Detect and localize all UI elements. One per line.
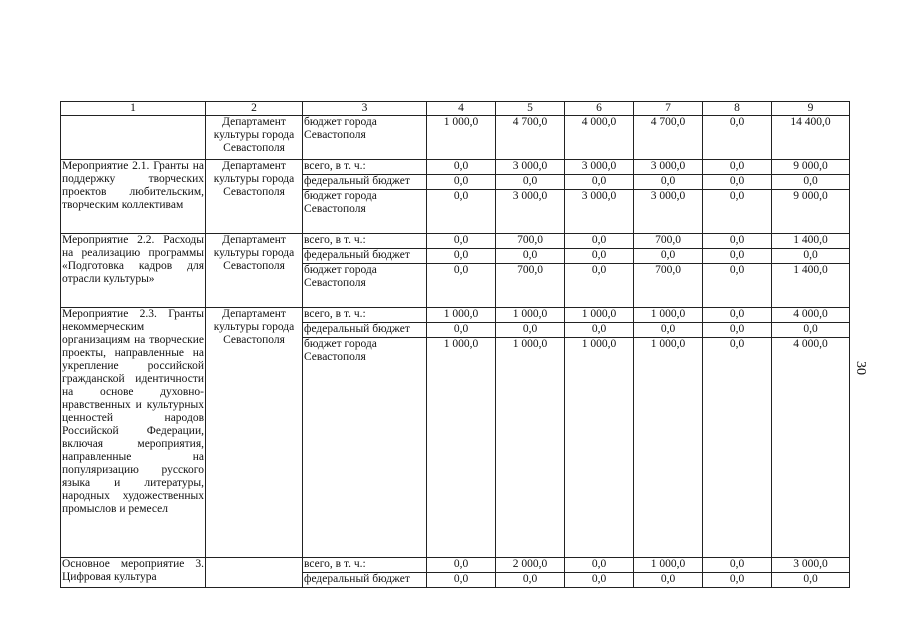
responsible-cell: Департамент культуры города Севастополя: [206, 160, 303, 234]
value-cell: 1 000,0: [634, 338, 703, 558]
column-header: 9: [772, 102, 850, 116]
value-cell: 0,0: [427, 190, 496, 234]
value-cell: 700,0: [496, 264, 565, 308]
value-cell: 4 700,0: [634, 116, 703, 160]
value-cell: 0,0: [565, 573, 634, 588]
value-cell: 700,0: [634, 234, 703, 249]
column-header: 7: [634, 102, 703, 116]
value-cell: 3 000,0: [496, 190, 565, 234]
value-cell: 1 000,0: [427, 338, 496, 558]
value-cell: 4 000,0: [772, 338, 850, 558]
value-cell: 3 000,0: [496, 160, 565, 175]
budget-table: [60, 101, 850, 588]
header-row: [61, 102, 850, 116]
responsible-cell: Департамент культуры города Севастополя: [206, 116, 303, 160]
value-cell: 0,0: [703, 175, 772, 190]
responsible-cell: Департамент культуры города Севастополя: [206, 234, 303, 308]
value-cell: 0,0: [634, 573, 703, 588]
table-row: [61, 308, 850, 323]
value-cell: 3 000,0: [565, 160, 634, 175]
value-cell: 3 000,0: [634, 160, 703, 175]
value-cell: 0,0: [772, 249, 850, 264]
table-row: [61, 558, 850, 573]
value-cell: 0,0: [427, 264, 496, 308]
value-cell: 1 000,0: [496, 308, 565, 323]
value-cell: 0,0: [703, 573, 772, 588]
measure-name-cell: Мероприятие 2.3. Гранты некоммерческим организациям на творческие проекты, направленные на укрепление российской гражданской идентичности на основе духовно-нравственных и культурных ценностей народов Российской Федерации, включая мероприятия, направленные на популяризацию русского языка и литературы, народных художественных промыслов и ремесел: [61, 308, 206, 558]
measure-name-cell: Мероприятие 2.1. Гранты на поддержку творческих проектов любительским, творческим коллективам: [61, 160, 206, 234]
source-cell: всего, в т. ч.:: [303, 160, 427, 175]
column-header: 8: [703, 102, 772, 116]
source-cell: всего, в т. ч.:: [303, 234, 427, 249]
column-header: 3: [303, 102, 427, 116]
value-cell: 0,0: [772, 323, 850, 338]
value-cell: 0,0: [565, 323, 634, 338]
value-cell: 0,0: [565, 175, 634, 190]
source-cell: бюджет города Севастополя: [303, 116, 427, 160]
value-cell: 0,0: [703, 308, 772, 323]
source-cell: федеральный бюджет: [303, 323, 427, 338]
value-cell: 1 400,0: [772, 234, 850, 249]
table-row: [61, 234, 850, 249]
value-cell: 3 000,0: [565, 190, 634, 234]
measure-name-cell: [61, 116, 206, 160]
value-cell: 4 700,0: [496, 116, 565, 160]
value-cell: 0,0: [703, 190, 772, 234]
value-cell: 4 000,0: [772, 308, 850, 323]
source-cell: всего, в т. ч.:: [303, 308, 427, 323]
value-cell: 0,0: [703, 264, 772, 308]
value-cell: 0,0: [496, 175, 565, 190]
value-cell: 0,0: [565, 234, 634, 249]
source-cell: бюджет города Севастополя: [303, 190, 427, 234]
responsible-cell: Департамент культуры города Севастополя: [206, 308, 303, 558]
value-cell: 0,0: [565, 264, 634, 308]
value-cell: 0,0: [427, 249, 496, 264]
value-cell: 0,0: [772, 573, 850, 588]
value-cell: 0,0: [565, 558, 634, 573]
column-header: 5: [496, 102, 565, 116]
responsible-cell: [206, 558, 303, 588]
value-cell: 0,0: [703, 160, 772, 175]
value-cell: 1 000,0: [565, 338, 634, 558]
value-cell: 0,0: [427, 323, 496, 338]
value-cell: 1 000,0: [496, 338, 565, 558]
source-cell: бюджет города Севастополя: [303, 264, 427, 308]
value-cell: 0,0: [703, 116, 772, 160]
source-cell: федеральный бюджет: [303, 175, 427, 190]
table-row: [61, 160, 850, 175]
value-cell: 1 000,0: [565, 308, 634, 323]
value-cell: 0,0: [427, 558, 496, 573]
source-cell: федеральный бюджет: [303, 573, 427, 588]
value-cell: 0,0: [427, 234, 496, 249]
value-cell: 1 400,0: [772, 264, 850, 308]
value-cell: 0,0: [772, 175, 850, 190]
column-header: 2: [206, 102, 303, 116]
measure-name-cell: Мероприятие 2.2. Расходы на реализацию программы «Подготовка кадров для отрасли культуры»: [61, 234, 206, 308]
value-cell: 1 000,0: [427, 308, 496, 323]
value-cell: 0,0: [427, 573, 496, 588]
column-header: 6: [565, 102, 634, 116]
measure-name-cell: Основное мероприятие 3. Цифровая культура: [61, 558, 206, 588]
value-cell: 0,0: [703, 249, 772, 264]
value-cell: 0,0: [427, 175, 496, 190]
value-cell: 1 000,0: [634, 558, 703, 573]
value-cell: 3 000,0: [634, 190, 703, 234]
value-cell: 0,0: [634, 175, 703, 190]
value-cell: 700,0: [496, 234, 565, 249]
table-row: [61, 116, 850, 160]
value-cell: 0,0: [634, 249, 703, 264]
value-cell: 4 000,0: [565, 116, 634, 160]
value-cell: 0,0: [634, 323, 703, 338]
value-cell: 700,0: [634, 264, 703, 308]
value-cell: 0,0: [496, 323, 565, 338]
value-cell: 3 000,0: [772, 558, 850, 573]
value-cell: 9 000,0: [772, 160, 850, 175]
value-cell: 0,0: [703, 558, 772, 573]
column-header: 1: [61, 102, 206, 116]
value-cell: 0,0: [427, 160, 496, 175]
source-cell: федеральный бюджет: [303, 249, 427, 264]
value-cell: 0,0: [496, 249, 565, 264]
value-cell: 1 000,0: [634, 308, 703, 323]
value-cell: 1 000,0: [427, 116, 496, 160]
value-cell: 0,0: [703, 234, 772, 249]
source-cell: всего, в т. ч.:: [303, 558, 427, 573]
value-cell: 9 000,0: [772, 190, 850, 234]
value-cell: 0,0: [496, 573, 565, 588]
value-cell: 0,0: [703, 323, 772, 338]
value-cell: 14 400,0: [772, 116, 850, 160]
value-cell: 0,0: [703, 338, 772, 558]
value-cell: 0,0: [565, 249, 634, 264]
column-header: 4: [427, 102, 496, 116]
page-number: 30: [853, 361, 868, 375]
value-cell: 2 000,0: [496, 558, 565, 573]
source-cell: бюджет города Севастополя: [303, 338, 427, 558]
